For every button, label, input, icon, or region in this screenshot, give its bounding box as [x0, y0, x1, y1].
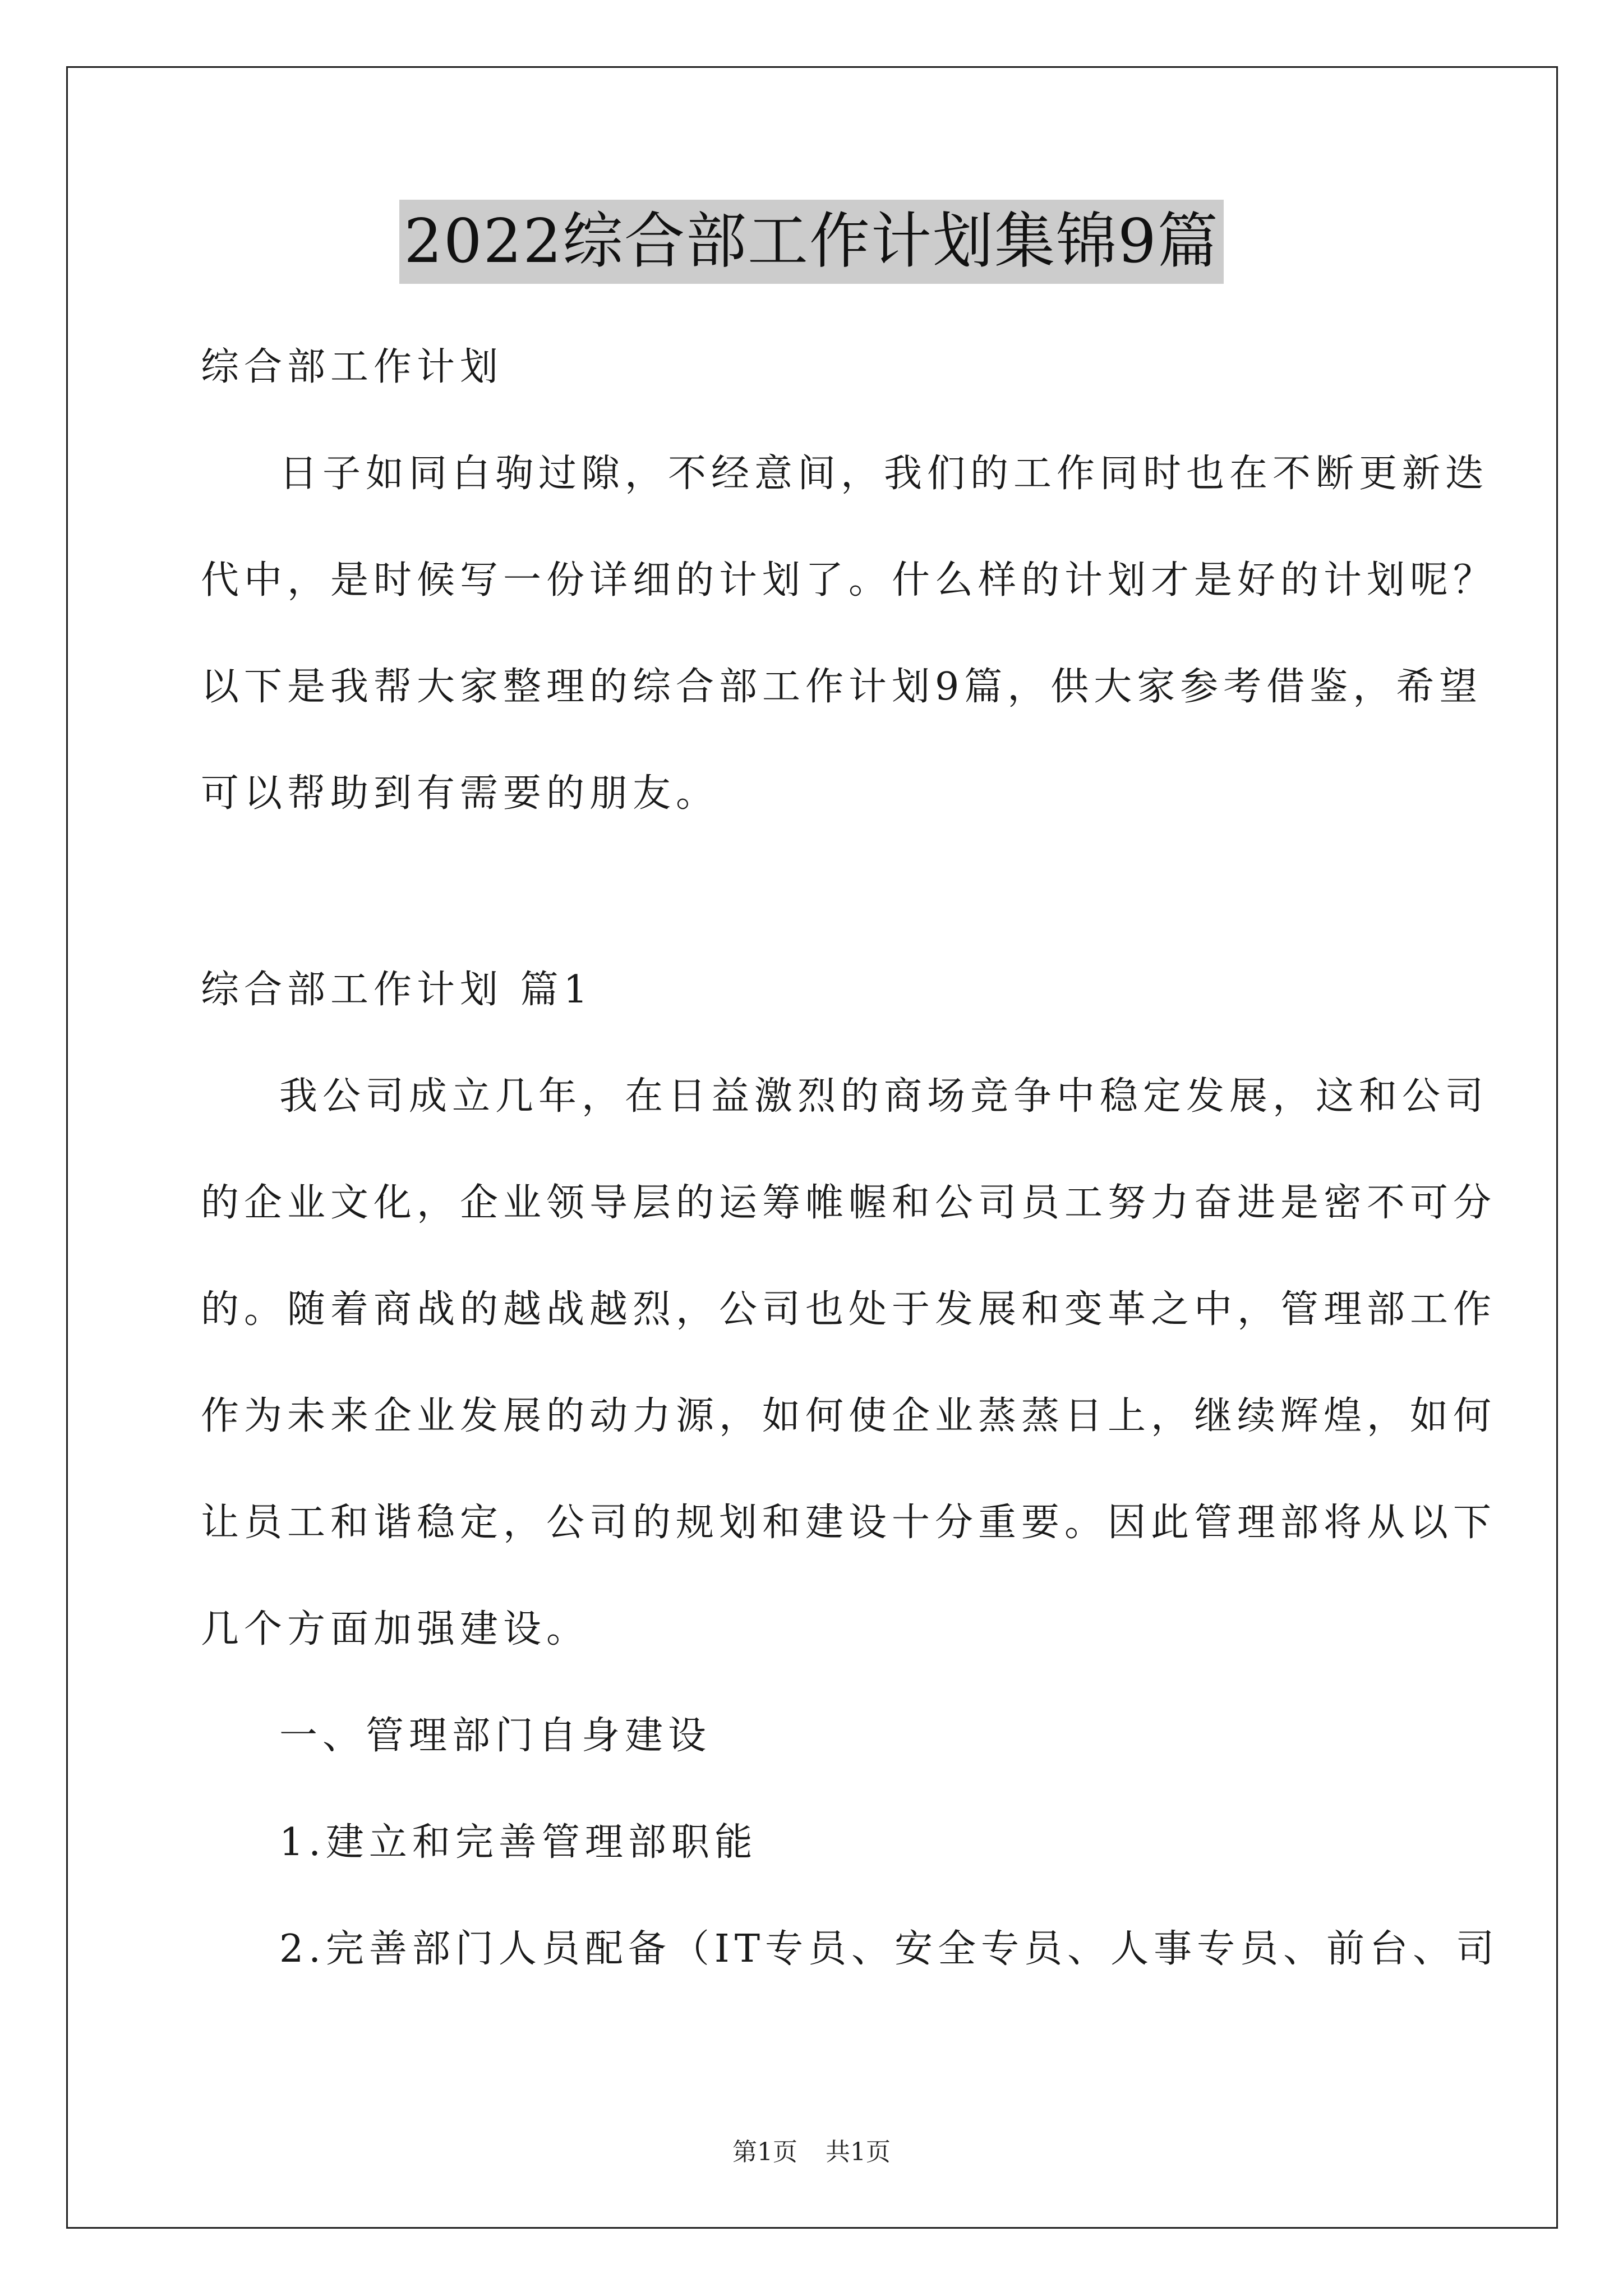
section1-line: 让员工和谐稳定，公司的规划和建设十分重要。因此管理部将从以下	[201, 1501, 1497, 1545]
page-footer	[0, 2132, 1623, 2168]
section1-line: 几个方面加强建设。	[201, 1607, 590, 1651]
item-heading: 一、管理部门自身建设	[279, 1714, 712, 1758]
page-number: 第1页	[732, 2138, 797, 2166]
intro-line: 以下是我帮大家整理的综合部工作计划9篇，供大家参考借鉴，希望	[201, 665, 1483, 709]
section1-line: 作为未来企业发展的动力源，如何使企业蒸蒸日上，继续辉煌，如何	[201, 1394, 1497, 1438]
section1-heading: 综合部工作计划 篇1	[201, 968, 593, 1012]
section1-line: 我公司成立几年，在日益激烈的商场竞争中稳定发展，这和公司	[279, 1074, 1489, 1119]
intro-line: 日子如同白驹过隙，不经意间，我们的工作同时也在不断更新迭	[279, 452, 1489, 496]
intro-heading: 综合部工作计划	[201, 345, 504, 389]
item-1: 1.建立和完善管理部职能	[279, 1820, 758, 1865]
title-wrap	[0, 200, 1623, 284]
section1-line: 的企业文化，企业领导层的运筹帷幄和公司员工努力奋进是密不可分	[201, 1181, 1497, 1225]
document-title: 2022综合部工作计划集锦9篇	[399, 200, 1224, 284]
intro-line: 代中，是时候写一份详细的计划了。什么样的计划才是好的计划呢？	[201, 558, 1497, 602]
section1-line: 的。随着商战的越战越烈，公司也处于发展和变革之中，管理部工作	[201, 1287, 1497, 1332]
item-2: 2.完善部门人员配备（IT专员、安全专员、人事专员、前台、司	[279, 1927, 1500, 1971]
document-body	[201, 314, 1500, 2003]
intro-line: 可以帮助到有需要的朋友。	[201, 771, 720, 816]
page-total: 共1页	[826, 2138, 891, 2166]
